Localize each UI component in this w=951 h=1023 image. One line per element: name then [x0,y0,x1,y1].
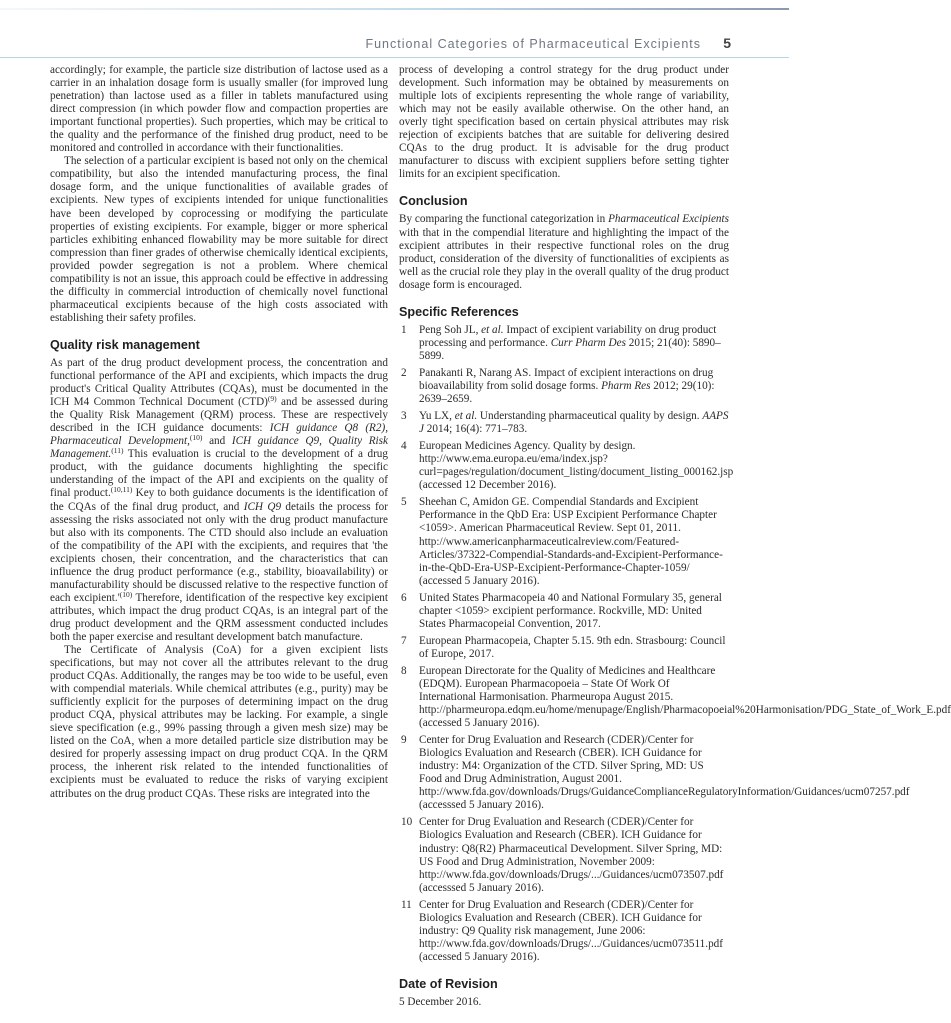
reference-number: 11 [401,898,412,911]
reference-text: 2012; 29(10): 2639–2659. [419,379,715,406]
reference-number: 7 [401,634,407,647]
qrm-guidance-q9: ICH guidance Q9, Quality Risk Management. [50,435,388,461]
reference-item [399,816,729,894]
reference-number: 1 [401,323,407,336]
revision-date: 5 December 2016. [399,996,482,1008]
running-title: Functional Categories of Pharmaceutical Excipients [365,37,701,51]
reference-item [399,592,729,631]
conclusion-text-a: By comparing the functional categorization in [399,213,609,226]
reference-number: 3 [401,410,407,423]
heading-specific-references: Specific References [399,304,519,319]
paragraph-certificate-of-analysis: The Certificate of Analysis (CoA) for a given excipient lists specifications, but may not cover all the attributes relevant to the drug product CQAs. Additionally, the ranges may be too wide to be useful, even with compendial materials. While chemical attributes (e.g., purity) may be sufficiently explicit for the purposes of determining impact on the drug product CQA, physical attributes may be lacking. For example, a single sieve specification (e.g., 99% passing through a given mesh size) may be listed on the CoA, when a more detailed particle size distribution may be desired for properly assessing impact on drug product CQA. In the QRM process, the inherent risk related to the intended functionalities of excipients must be evaluated to reduce the risks of varying excipient attributes on the drug product CQAs. These risks are integrated into the [50,644,388,800]
citation-10-11: (10,11) [110,485,133,495]
reference-number: 9 [401,734,407,747]
reference-text: Center for Drug Evaluation and Research (CDER)/Center for Biologics Evaluation and Research (CBER). ICH Guidance for industry: Q9 Quality risk management, June 2006: http://www.fda.gov/downloads/Drugs/.../Guidances/ucm073511.pdf (accessed 5 January 2016). [419,898,723,963]
paragraph-conclusion [399,213,729,291]
reference-text: Sheehan C, Amidon GE. Compendial Standards and Excipient Performance in the QbD Era: USP Excipient Performance Chapter <1059>. American Pharmaceutical Review. Sept 01, 2011. http://www.americanpharmaceuticalreview.com/Featured-Articles/37322-Compendial-Standards-and-Excipient-Performance-in-the-QbD-Era-USP-Excipient-Performance-Chapter-1059/ (accessed 5 January 2016). [419,496,723,587]
reference-number: 5 [401,496,407,509]
reference-text: Impact of excipient variability on drug product processing and performance. [419,323,717,349]
qrm-text-a: As part of the drug product development process, the concentration and functional performance of the API and excipients, which impacts the drug product's Critical Quality Attributes (CQAs), must be documented in the ICH M4 Common Technical Document (CTD) [50,356,388,409]
reference-item [399,496,729,587]
page-number: 5 [723,35,731,51]
reference-text: Yu LX, [419,410,455,423]
reference-text: Center for Drug Evaluation and Research (CDER)/Center for Biologics Evaluation and Research (CBER). ICH Guidance for industry: M4: Organization of the CTD. Silver Spring, MD: US Food and Drug Administration, August 2001. http://www.fda.gov/downloads/Drugs/GuidanceComplianceRegulatoryInformation/Guidances/ucm07257.pdf (accesssed 5 January 2016). [419,734,910,812]
reference-journal: Curr Pharm Des [550,336,626,349]
reference-number: 4 [401,440,407,453]
left-column [50,64,388,801]
citation-10b: (10) [119,589,133,599]
reference-item [399,440,734,492]
reference-item [399,664,951,730]
reference-text: European Medicines Agency. Quality by design. http://www.ema.europa.eu/ema/index.jsp?curl=pages/regulation/document_listing/document_listing_000162.jsp (accessed 12 December 2016). [419,440,734,492]
reference-item [399,410,729,436]
qrm-text-c: and [202,435,232,448]
reference-journal: AAPS J [419,410,729,436]
reference-text: Center for Drug Evaluation and Research (CDER)/Center for Biologics Evaluation and Research (CBER). ICH Guidance for industry: Q8(R2) Pharmaceutical Development. Silver Spring, MD: US Food and Drug Administration, November 2009: http://www.fda.gov/downloads/Drugs/.../Guidances/ucm073507.pdf (accesssed 5 January 2016). [419,816,724,894]
reference-text: European Directorate for the Quality of Medicines and Healthcare (EDQM). European Pharmacopoeia – State Of Work Of International Harmonisation. Pharmeuropa August 2015. http://pharmeuropa.edqm.eu/home/menupage/English/Pharmacopoeial%20Harmonisation/PDG_State_of_Work_E.pdf (accessed 5 January 2016). [419,664,951,730]
right-column [399,64,951,1009]
reference-number: 10 [401,816,413,829]
reference-text: Peng Soh JL, [419,323,482,336]
citation-9: (9) [267,394,277,404]
qrm-guidance-q8: ICH guidance Q8 (R2), Pharmaceutical Development, [50,422,388,448]
conclusion-text-b: with that in the compendial literature and highlighting the impact of the excipient attributes in their respective functional roles on the drug product, consideration of the diversity of functionalities of excipients as well as the crucial role they play in the overall quality of the drug product dosage form is encouraged. [399,226,729,291]
paragraph-qrm [50,357,388,644]
reference-item [399,734,910,812]
conclusion-book-title: Pharmaceutical Excipients [608,213,729,226]
reference-number: 6 [401,591,407,604]
heading-date-of-revision: Date of Revision [399,976,498,991]
reference-list [399,323,951,964]
citation-11: (11) [111,446,124,456]
qrm-text-d: This evaluation is crucial to the development of a drug product, with the guidance documents highlighting the specific understanding of the impact of the API and excipients on the quality of final product. [50,448,388,500]
running-header [0,35,789,58]
reference-italic: et al. [481,323,504,336]
qrm-text-g: Therefore, identification of the respective key excipient attributes, which impact the drug product CQAs, is an integral part of the drug product development and the QRM assessment conducted includes both the paper exercise and resultant development batch manufacture. [50,591,388,643]
qrm-ich-q9: ICH Q9 [243,500,282,513]
reference-italic: et al. [454,410,478,423]
reference-text: United States Pharmacopeia 40 and National Formulary 35, general chapter <1059> excipient performance. Rockville, MD: United States Pharmacopeial Convention, 2017. [419,591,722,630]
reference-item [399,324,729,363]
reference-text: European Pharmacopeia, Chapter 5.15. 9th edn. Strasbourg: Council of Europe, 2017. [419,634,726,660]
heading-quality-risk-management: Quality risk management [50,337,200,352]
reference-text: 2015; 21(40): 5890–5899. [419,336,721,362]
reference-number: 8 [401,664,407,677]
reference-number: 2 [401,366,407,379]
reference-item [399,635,729,661]
citation-10: (10) [189,433,203,443]
qrm-text-b: and be assessed during the Quality Risk Management (QRM) process. These are respectively described in the ICH guidance documents: [50,396,389,435]
qrm-text-f: details the process for assessing the risks associated not only with the drug product manufacture but also with its components. The CTD should also include an evaluation of the compatibility of the API with the excipients, and requires that 'the excipients chosen, their concentration, and the characteristics that can influence the drug product performance (e.g., stability, bioavailability) or manufacturability should be discussed relative to the respective function of each excipient.' [50,500,388,604]
reference-item [399,899,729,964]
heading-conclusion: Conclusion [399,194,468,209]
reference-text: Panakanti R, Narang AS. Impact of excipient interactions on drug bioavailability from solid dosage forms. [419,366,714,392]
reference-text: Understanding pharmaceutical quality by design. [477,410,703,423]
paragraph-particle-size: accordingly; for example, the particle size distribution of lactose used as a carrier in an inhalation dosage form is usually smaller (for improved lung penetration) than lactose used as a filler in tablets manufactured using direct compression (in which powder flow and compaction properties are important functional properties). Such properties, which may be critical to the quality and the performance of the finished drug product, need to be monitored and controlled in accordance with their functionalities. [50,64,388,155]
top-edge-rule [0,8,789,10]
qrm-text-e: Key to both guidance documents is the identification of the CQAs of the final drug product, and [50,487,388,513]
paragraph-excipient-selection: The selection of a particular excipient is based not only on the chemical compatibility, but also the intended manufacturing process, the final dosage form, and the unique functionalities of available grades of excipients. New types of excipients intended for unique functionalities have been developed by coprocessing or modifying the particulate properties of existing excipients. For example, bigger or more spherical particles exhibiting enhanced flowability may be more suitable for direct compression than finer grades of otherwise chemically identical excipients, provided powder segregation is not a problem. Where chemical compatibility is not an issue, this approach could be effective in addressing the difficulty in commercial introduction of chemically novel functional pharmaceutical excipients because of the high costs associated with establishing their safety profiles. [50,155,388,324]
reference-item [399,367,729,406]
paragraph-control-strategy: process of developing a control strategy for the drug product under development. Such information may be obtained by measurements on multiple lots of excipients representing the whole range of variability, which may not be easily available otherwise. On the other hand, an overly tight specification based on certain physical attributes may risk rejection of excipients batches that are suitable for delivering desired CQAs to the drug product. It is advisable for the drug product manufacturer to discuss with excipient suppliers before setting tighter limits for an excipient specification. [399,64,729,181]
reference-text: 2014; 16(4): 771–783. [423,423,528,436]
reference-italic: Pharm Res [601,379,651,392]
